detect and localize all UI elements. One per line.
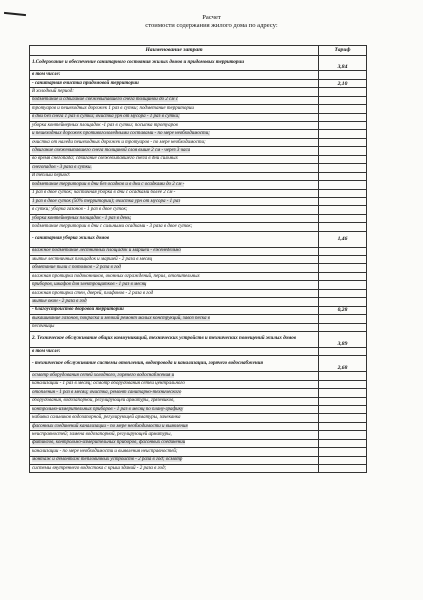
tariff-cell (319, 264, 367, 272)
cost-item-text: 1 раз в двое суток (50% территории); очистка урн от мусора - 1 раз (32, 198, 181, 204)
table-row (30, 323, 367, 331)
tariff-cell (319, 397, 367, 405)
cost-item-text: 2. Техническое обслуживание общих коммуникаций, технических устройств и технических помещений жилых домов (32, 336, 297, 342)
tariff-cell (319, 155, 367, 163)
cost-item-text: контрольно-измерительных приборов - 1 раз в месяц по плану-графику (32, 406, 184, 412)
tariff-cell: 3,84 (319, 55, 367, 71)
cost-item-cell (30, 272, 319, 280)
cost-item-text: приборов, шкафов для электрощитков - 1 раз в месяц (32, 282, 147, 288)
table-row (30, 306, 367, 314)
tariff-cell (319, 96, 367, 104)
cost-item-text: влажное подметание лестничных площадок и маршей - еженедельно (32, 248, 181, 254)
cost-item-text: тротуаров и пешеходных дорожек 1 раз в сутки; подметание территории (32, 105, 194, 111)
cost-item-cell (30, 256, 319, 264)
tariff-cell (319, 138, 367, 146)
cost-item-cell (30, 223, 319, 231)
table-row (30, 298, 367, 306)
cost-item-cell (30, 147, 319, 155)
tariff-cell: 2,68 (319, 356, 367, 372)
cost-item-cell (30, 130, 319, 138)
cost-item-text: В холодный период: (32, 88, 74, 94)
cost-item-cell (30, 439, 319, 447)
cost-item-cell (30, 389, 319, 397)
table-row (30, 189, 367, 197)
table-row (30, 431, 367, 439)
cost-item-cell (30, 206, 319, 214)
table-row (30, 347, 367, 355)
cost-item-text: - благоустройство дворовой территории (32, 307, 124, 313)
table-row (30, 55, 367, 71)
table-row (30, 96, 367, 104)
cost-item-cell (30, 264, 319, 272)
table-row (30, 88, 367, 96)
cost-item-text: подметание и сдвигание свежевыпавшего снега толщиной до 2 см с (32, 97, 178, 103)
tariff-cell (319, 189, 367, 197)
tariff-cell (319, 372, 367, 380)
tariff-cell (319, 147, 367, 155)
cost-item-cell (30, 138, 319, 146)
cost-item-cell (30, 164, 319, 172)
tariff-cell (319, 113, 367, 121)
table-row (30, 439, 367, 447)
cost-item-text: оборудования, водозапорной, регулирующей арматуры, грязевиков, (32, 398, 175, 404)
cost-item-text: сдвигание свежевыпавшего снега толщиной слоя выше 2 см - через 3 часа (32, 148, 191, 154)
table-row (30, 456, 367, 464)
cost-item-text: влажная протирка стен, дверей, плафонов - 2 раза в год (32, 290, 154, 296)
cost-item-text: снегопадов - 3 раза в сутки. (32, 164, 92, 170)
cost-item-cell (30, 414, 319, 422)
table-row (30, 315, 367, 323)
table-row (30, 223, 367, 231)
tariff-cell (319, 298, 367, 306)
table-row (30, 281, 367, 289)
tariff-cell (319, 465, 367, 473)
tariff-cell (319, 105, 367, 113)
tariff-cell (319, 172, 367, 180)
cost-item-cell (30, 88, 319, 96)
cost-item-cell (30, 122, 319, 130)
table-row (30, 79, 367, 87)
cost-item-text: в том числе: (32, 348, 61, 354)
tariff-cell (319, 197, 367, 205)
cost-item-cell (30, 380, 319, 388)
cost-item-text: неисправностей; замена водозапорной, регулирующей арматуры, (32, 431, 172, 437)
cost-item-text: 1 раз в двое суток; частичная уборка в дни с осадками более 2 см - (32, 190, 176, 196)
table-row (30, 122, 367, 130)
tariff-cell (319, 71, 367, 79)
tariff-cell (319, 439, 367, 447)
table-row (30, 422, 367, 430)
tariff-cell (319, 247, 367, 255)
tariff-cell (319, 347, 367, 355)
table-row (30, 172, 367, 180)
cost-item-cell (30, 397, 319, 405)
document-subtitle: стоимости содержания жилого дома по адресу: (145, 22, 278, 29)
table-row (30, 448, 367, 456)
cost-item-text: - техническое обслуживание системы отопления, водопровода и канализации, горячего водоснабжения (32, 360, 263, 366)
tariff-cell: 3,89 (319, 331, 367, 347)
cost-item-cell (30, 306, 319, 314)
cost-item-text: во время снегопада; сдвигание свежевыпавшего снега в дни сильных (32, 156, 178, 162)
cost-item-cell (30, 189, 319, 197)
cost-item-cell (30, 71, 319, 79)
cost-item-text: фитингов, контрольно-измерительных приборов, фасонных соединений (32, 440, 186, 446)
cost-item-text: В теплый период: (32, 173, 71, 179)
cost-item-text: канализации - 1 раз в месяц; осмотр оборудования сетей центрального (32, 381, 185, 387)
cost-item-text: 1.Содержание и обеспечение санитарного состояния жилых домов и придомовых территории (32, 59, 244, 65)
cost-item-text: уборка контейнерных площадок - 1 раз в день; (32, 215, 132, 221)
cost-item-cell (30, 96, 319, 104)
cost-item-cell (30, 448, 319, 456)
cost-item-text: монтаж и демонтаж тепловичных устройств - 2 раза в год; осмотр (32, 457, 183, 463)
cost-table (29, 45, 367, 473)
tariff-cell (319, 448, 367, 456)
cost-item-cell (30, 372, 319, 380)
table-row (30, 264, 367, 272)
cost-item-text: уборка контейнерных площадок -1 раз в сутки; посыпка тротуаров (32, 122, 178, 128)
cost-item-cell (30, 55, 319, 71)
header-name-cell: Наименование затрат (30, 46, 319, 56)
tariff-cell: 1,46 (319, 231, 367, 247)
table-row (30, 356, 367, 372)
cost-item-cell (30, 113, 319, 121)
tariff-cell (319, 214, 367, 222)
cost-item-cell (30, 323, 319, 331)
tariff-cell (319, 456, 367, 464)
cost-item-cell (30, 315, 319, 323)
cost-item-cell (30, 281, 319, 289)
cost-item-cell (30, 231, 319, 247)
cost-item-text: мытье окон - 2 раза в год (32, 298, 87, 304)
cost-item-cell (30, 181, 319, 189)
cost-item-cell (30, 356, 319, 372)
cost-item-cell (30, 331, 319, 347)
table-row (30, 147, 367, 155)
table-row (30, 414, 367, 422)
tariff-cell (319, 122, 367, 130)
cost-item-cell (30, 214, 319, 222)
table-row (30, 130, 367, 138)
table-row (30, 397, 367, 405)
cost-item-cell (30, 456, 319, 464)
cost-item-cell (30, 431, 319, 439)
cost-item-text: очистка от наледи пешеходных дорожек и тротуаров - по мере необходимости; (32, 139, 206, 145)
cost-item-cell (30, 155, 319, 163)
cost-item-text: влажная протирка подоконников, оконных ограждений, перил, отопительных (32, 273, 200, 279)
table-row (30, 197, 367, 205)
table-row (30, 465, 367, 473)
cost-item-cell (30, 105, 319, 113)
table-row (30, 389, 367, 397)
cost-item-text: - санитарная очистка придомовой территории (32, 80, 139, 86)
cost-item-cell (30, 298, 319, 306)
tariff-cell (319, 323, 367, 331)
tariff-cell: 0,28 (319, 306, 367, 314)
table-row (30, 372, 367, 380)
table-row (30, 71, 367, 79)
table-row (30, 214, 367, 222)
cost-item-cell (30, 172, 319, 180)
table-row (30, 164, 367, 172)
table-row (30, 155, 367, 163)
table-row (30, 138, 367, 146)
table-row (30, 247, 367, 255)
cost-item-cell (30, 79, 319, 87)
tariff-cell (319, 414, 367, 422)
tariff-cell (319, 405, 367, 413)
table-row (30, 272, 367, 280)
cost-table-body (30, 46, 367, 473)
cost-item-text: мытье лестничных площадок и маршей - 2 раза в месяц (32, 256, 153, 262)
tariff-cell: 2,10 (319, 79, 367, 87)
table-row (30, 231, 367, 247)
table-row (30, 256, 367, 264)
cost-item-text: и пешеходных дорожек противогололедными составами - по мере необходимости; (32, 131, 210, 137)
cost-item-cell (30, 197, 319, 205)
table-row (30, 380, 367, 388)
tariff-cell (319, 272, 367, 280)
cost-item-cell (30, 465, 319, 473)
tariff-cell (319, 389, 367, 397)
table-row (30, 405, 367, 413)
tariff-cell (319, 431, 367, 439)
cost-item-text: отопления - 1 раз в месяц; очистка, ремонт санитарно-технического (32, 389, 182, 395)
table-header-row (30, 46, 367, 56)
cost-item-text: фасонных соединений канализации - по мере необходимости и выявления (32, 423, 188, 429)
table-row (30, 105, 367, 113)
cost-item-text: системы внутреннего водостока с крыш зданий - 2 раза в год; (32, 465, 167, 471)
table-row (30, 113, 367, 121)
table-row (30, 289, 367, 297)
cost-item-text: набивка сальников водозапорной, регулирующей арматуры, зачеканка (32, 415, 181, 421)
table-row (30, 331, 367, 347)
cost-item-text: обметание пыли с потолков - 2 раза в год (32, 265, 121, 271)
tariff-cell (319, 380, 367, 388)
tariff-cell (319, 422, 367, 430)
cost-item-text: канализации - по мере необходимости и выявления неисправностей; (32, 448, 178, 454)
tariff-cell (319, 164, 367, 172)
tariff-cell (319, 181, 367, 189)
document-title: Расчет (202, 14, 221, 21)
tariff-cell (319, 206, 367, 214)
tariff-cell (319, 281, 367, 289)
tariff-cell (319, 256, 367, 264)
cost-item-text: подметание территории в дни без осадков и в дни с осадками до 2 см - (32, 181, 185, 187)
cost-item-text: в дни без снега 1 раз в сутки; очистка урн от мусора - 1 раз в сутки; (32, 114, 180, 120)
cost-item-cell (30, 422, 319, 430)
cost-item-text: осмотр оборудования сетей холодного, горячего водоснабжения и (32, 372, 175, 378)
tariff-cell (319, 315, 367, 323)
cost-item-cell (30, 289, 319, 297)
cost-item-text: - санитарная уборка жилых домов (32, 236, 110, 242)
cost-item-text: в том числе: (32, 72, 61, 78)
tariff-cell (319, 289, 367, 297)
tariff-cell (319, 223, 367, 231)
header-tariff-cell: Тариф (319, 46, 367, 56)
cost-item-cell (30, 347, 319, 355)
cost-item-text: песочницы (32, 324, 55, 330)
cost-item-cell (30, 247, 319, 255)
table-row (30, 181, 367, 189)
tariff-cell (319, 88, 367, 96)
tariff-cell (319, 130, 367, 138)
cost-item-text: выкашивание газонов, покраска и мелкий ремонт малых конструкций, завоз песка в (32, 315, 210, 321)
cost-item-text: подметание территории в дни с сильными осадками - 3 раза в двое суток; (32, 223, 193, 229)
table-row (30, 206, 367, 214)
cost-item-text: в сутки; уборка газонов - 1 раз в двое суток; (32, 207, 128, 213)
cost-item-cell (30, 405, 319, 413)
